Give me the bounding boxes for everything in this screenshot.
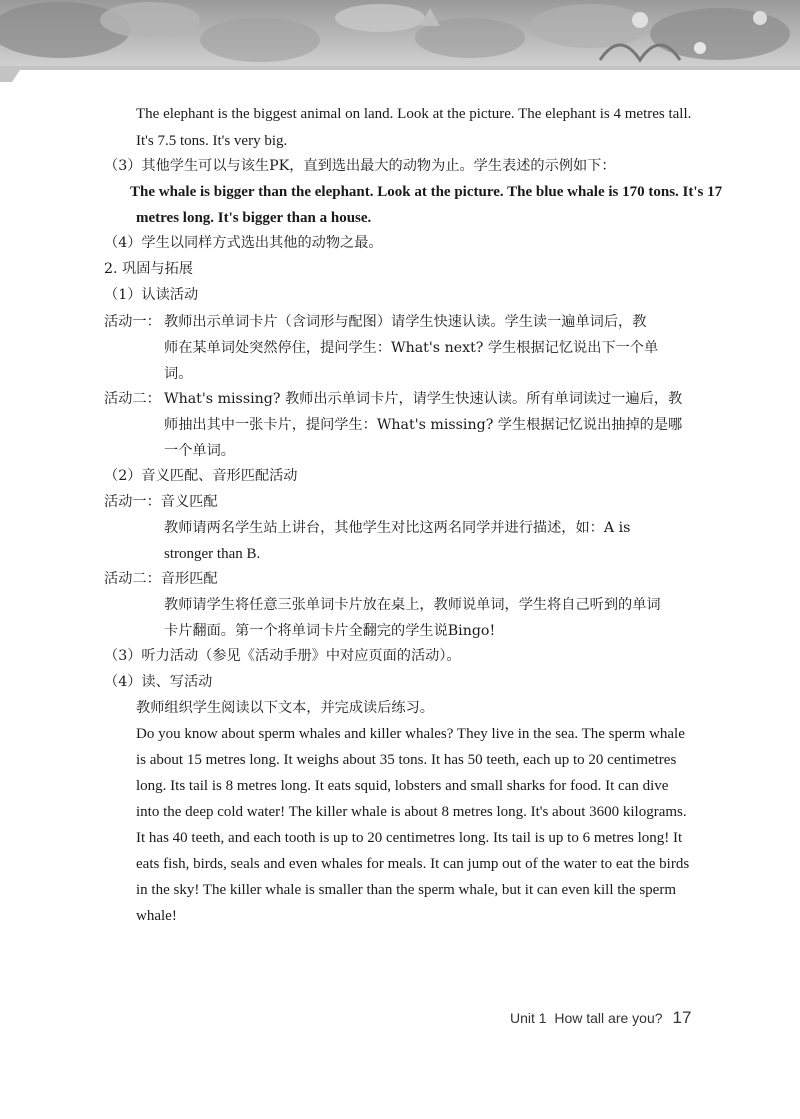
sub1-heading xyxy=(104,285,198,305)
para1-line1: The elephant is the biggest animal on land. Look at the picture. The elephant is 4 metres tall. xyxy=(136,106,692,122)
sub2-act1-label: 活动一： xyxy=(104,494,161,510)
sub1-act2-line3: 一个单词。 xyxy=(164,443,235,459)
reading-line-1: Do you know about sperm whales and killer whales? They live in the sea. The sperm whale xyxy=(136,726,685,742)
step4-item xyxy=(104,233,383,253)
sub4-label: （4） xyxy=(104,674,142,690)
sub2-act2-heading xyxy=(104,569,218,589)
sub2-act2-line1: 教师请学生将任意三张单词卡片放在桌上，教师说单词，学生将自己听到的单词 xyxy=(164,597,661,613)
sub2-title: 音义匹配、音形匹配活动 xyxy=(141,468,298,484)
sub3-text: 听力活动（参见《活动手册》中对应页面的活动）。 xyxy=(141,648,461,664)
sub2-act1-line1: 教师请两名学生站上讲台，其他学生对比这两名同学并进行描述，如：A is xyxy=(164,520,631,536)
sub1-act1-line1: 教师出示单词卡片（含词形与配图）请学生快速认读。学生读一遍单词后，教 xyxy=(164,314,647,330)
section2-heading: 2. 巩固与拓展 xyxy=(104,261,193,277)
sub2-act1-heading xyxy=(104,492,218,512)
step4-text: 学生以同样方式选出其他的动物之最。 xyxy=(141,235,383,251)
sub4-intro: 教师组织学生阅读以下文本，并完成读后练习。 xyxy=(136,700,434,716)
reading-line-7: in the sky! The killer whale is smaller than the sperm whale, but it can even kill the sperm xyxy=(136,882,676,898)
sub3-label: （3） xyxy=(104,648,142,664)
sub2-act1-line2: stronger than B. xyxy=(164,546,261,562)
sub2-act2-title: 音形匹配 xyxy=(160,571,218,587)
banner-illustration xyxy=(0,0,800,82)
step3-item xyxy=(104,156,616,176)
header-banner xyxy=(0,0,800,82)
para1-line2: It's 7.5 tons. It's very big. xyxy=(136,133,288,149)
reading-line-4: into the deep cold water! The killer whale is about 8 metres long. It's about 3600 kilograms. xyxy=(136,804,687,820)
sub4-heading xyxy=(104,672,212,692)
footer-unit-title: Unit 1 How tall are you? xyxy=(510,1010,663,1026)
sub1-act1-label: 活动一： xyxy=(104,314,161,330)
sub1-act2-label: 活动二： xyxy=(104,391,161,407)
step4-label: （4） xyxy=(104,235,142,251)
sub1-act1-line3: 词。 xyxy=(164,366,193,382)
page-number: 17 xyxy=(672,1008,692,1027)
sub1-title: 认读活动 xyxy=(141,287,199,303)
sub1-label: （1） xyxy=(104,287,142,303)
sub2-act2-label: 活动二： xyxy=(104,571,161,587)
sub1-act2-line2: 师抽出其中一张卡片，提问学生：What's missing? 学生根据记忆说出抽掉的是哪 xyxy=(164,417,683,433)
sub3-item xyxy=(104,646,461,666)
page-footer xyxy=(510,1008,691,1028)
reading-line-2: is about 15 metres long. It weighs about 35 tons. It has 50 teeth, each up to 20 centimetres xyxy=(136,752,677,768)
sub1-act2-line1: What's missing? 教师出示单词卡片，请学生快速认读。所有单词读过一遍后，教 xyxy=(164,391,683,407)
reading-line-3: long. Its tail is 8 metres long. It eats squid, lobsters and small sharks for food. It can dive xyxy=(136,778,669,794)
sub2-heading xyxy=(104,466,297,486)
sub4-title: 读、写活动 xyxy=(141,674,213,690)
sub2-label: （2） xyxy=(104,468,142,484)
step3-example-line2: metres long. It's bigger than a house. xyxy=(136,210,372,226)
reading-line-5: It has 40 teeth, and each tooth is up to 20 centimetres long. Its tail is up to 6 metres long! It xyxy=(136,830,683,846)
sub2-act1-title: 音义匹配 xyxy=(160,494,218,510)
reading-line-6: eats fish, birds, seals and even whales for meals. It can jump out of the water to eat the birds xyxy=(136,856,690,872)
reading-line-8: whale! xyxy=(136,908,177,924)
step3-example-line1: The whale is bigger than the elephant. Look at the picture. The blue whale is 170 tons. It's 17 xyxy=(130,184,723,200)
step3-text: 其他学生可以与该生PK，直到选出最大的动物为止。学生表述的示例如下： xyxy=(141,158,616,174)
sub2-act2-line2: 卡片翻面。第一个将单词卡片全翻完的学生说Bingo! xyxy=(164,623,496,639)
sub1-act1-line2: 师在某单词处突然停住，提问学生：What's next? 学生根据记忆说出下一个单 xyxy=(164,340,659,356)
step3-label: （3） xyxy=(104,158,142,174)
